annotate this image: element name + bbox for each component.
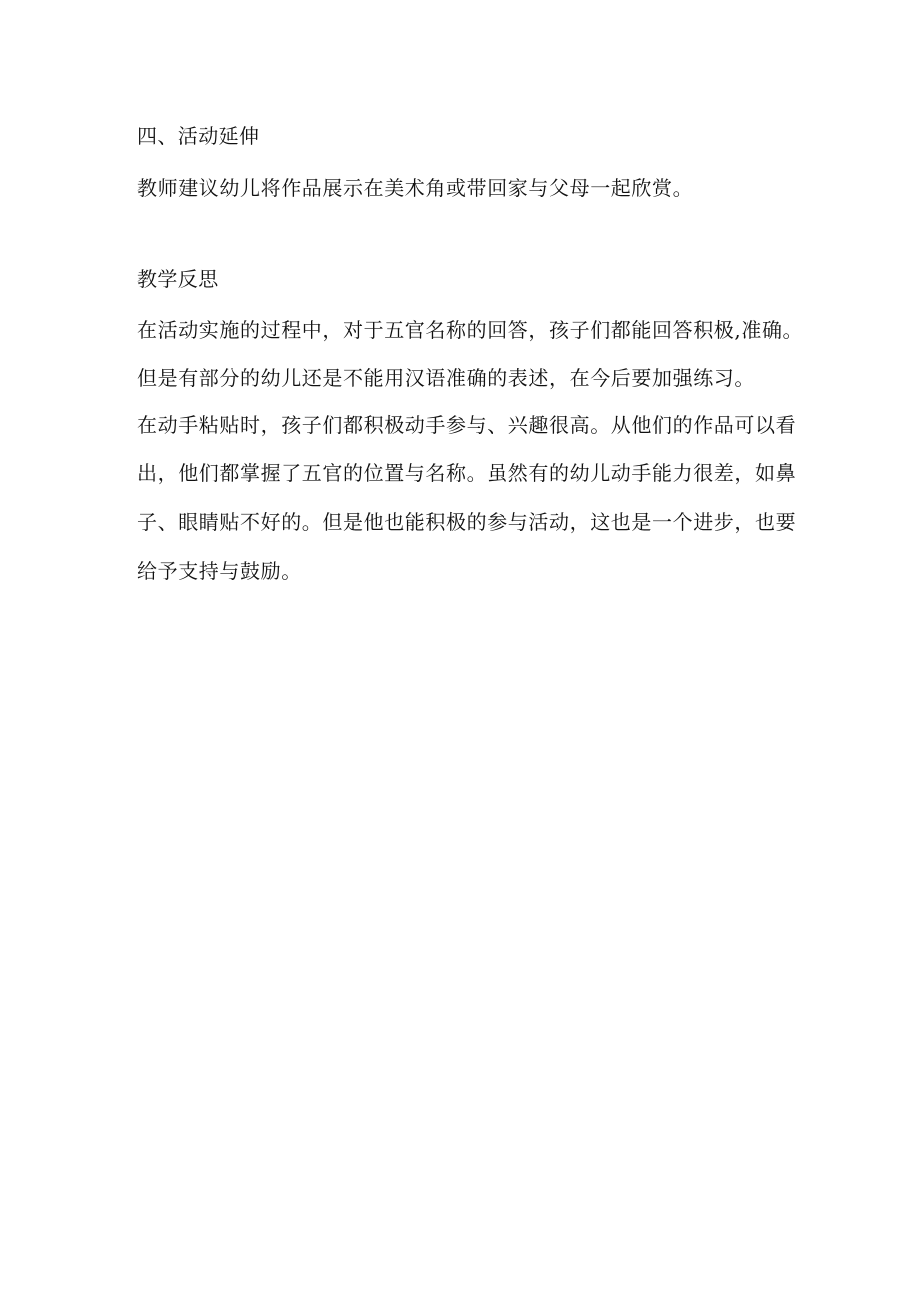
reflection-line-3: 在动手粘贴时，孩子们都积极动手参与、兴趣很高。从他们的作品可以看 [137,413,797,437]
reflection-line-1: 在活动实施的过程中，对于五官名称的回答，孩子们都能回答积极,准确。 [137,318,804,342]
reflection-line-6: 给予支持与鼓励。 [137,559,302,583]
reflection-line-4: 出，他们都掌握了五官的位置与名称。虽然有的幼儿动手能力很差，如鼻 [137,461,797,485]
section-heading-extension: 四、活动延伸 [137,124,260,148]
reflection-heading: 教学反思 [137,267,219,291]
reflection-line-2: 但是有部分的幼儿还是不能用汉语准确的表述，在今后要加强练习。 [137,366,755,390]
extension-paragraph: 教师建议幼儿将作品展示在美术角或带回家与父母一起欣赏。 [137,176,694,200]
reflection-line-5: 子、眼睛贴不好的。但是他也能积极的参与活动，这也是一个进步，也要 [137,510,797,534]
